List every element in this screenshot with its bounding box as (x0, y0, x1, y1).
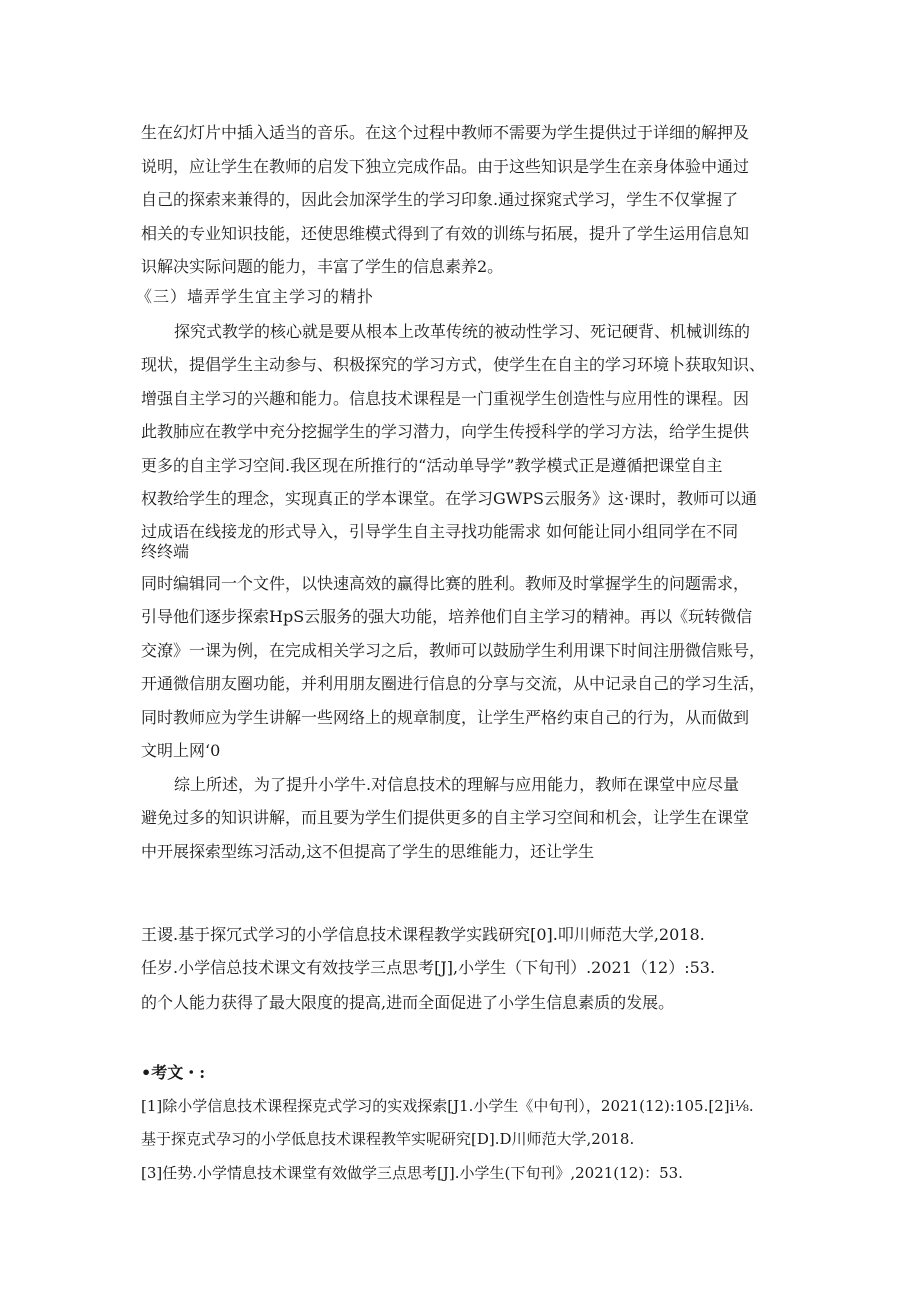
paragraph-2-line: 此教肺应在教学中充分挖掘学生的学习潜力，向学生传授科学的学习方法，给学生提供 (141, 422, 750, 441)
paragraph-2-line: 开通微信朋友圈功能，并利用朋友圈进行信息的分享与交流，从中记录自己的学习生活， (141, 674, 766, 693)
paragraph-2-line: 同时教师应为学生讲解一些网络上的规章制度，让学生严格约束自己的行为，从而做到 (141, 708, 750, 727)
paragraph-2-line: 同时编辑同一个文件，以快速高效的赢得比赛的胜利。教师及时掌握学生的问题需求， (141, 574, 750, 593)
paragraph-3-line: 综上所述，为了提升小学牛.对信息技术的理解与应用能力，教师在课堂中应尽量 (174, 775, 740, 794)
paragraph-1-line: 说明，应让学生在教师的启发下独立完成作品。由于这些知识是学生在亲身体验中通过 (141, 157, 750, 176)
references-title: •考文・: (141, 1063, 206, 1082)
continuation-text: 的个人能力获得了最大限度的提高,进而全面促进了小学生信息素质的发展。 (141, 993, 675, 1012)
paragraph-1-line: 自己的探索来兼得的，因此会加深学生的学习印象.通过探窕式学习，学生不仅掌握了 (141, 190, 739, 209)
footnote: 王谡.基于探冗式学习的小学信息技术课程教学实践研究[0].叩川师范大学,2018. (141, 925, 705, 944)
paragraph-1-line: 相关的专业知识技能，还使思维模式得到了有效的训练与拓展，提升了学生运用信息知 (141, 224, 750, 243)
paragraph-2-line: 探究式教学的核心就是要从根本上改革传统的被动性学习、死记硬背、机械训练的 (174, 322, 751, 341)
reference-item: [1]除小学信息技术课程探克式学习的实戏探索[J1.小学生《中旬刊），2021(12):105.[2]i⅛. (141, 1097, 754, 1115)
paragraph-2-line: 终终端 (141, 542, 190, 561)
paragraph-2-line: 交潦》一课为例，在完成相关学习之后，教师可以鼓励学生利用课下时间注册微信账号， (141, 641, 766, 660)
reference-item: [3]任势.小学情息技术课堂有效做学三点思考[J].小学生(下旬刊》,2021(12)：53. (141, 1164, 683, 1182)
reference-item: 基于探克式孕习的小学低息技术课程教竿实呢研究[D].D川师范大学,2018. (141, 1130, 635, 1148)
paragraph-2-line: 过成语在线接龙的形式导入，引导学生自主寻找功能需求 如何能让同小组同学在不同 (141, 522, 739, 541)
paragraph-3-line: 避免过多的知识讲解，而且要为学生们提供更多的自主学习空间和机会，让学生在课堂 (141, 808, 750, 827)
paragraph-2-line: 现状，提倡学生主动参与、积极探究的学习方式，使学生在自主的学习环境卜获取知识、 (141, 355, 766, 374)
paragraph-1-line: 生在幻灯片中插入适当的音乐。在这个过程中教师不需要为学生提供过于详细的解押及 (141, 123, 750, 142)
paragraph-3-line: 中开展探索型练习活动,这不但提高了学生的思维能力，还让学生 (141, 842, 595, 861)
paragraph-2-line: 文明上网‘0 (141, 741, 221, 760)
paragraph-2-line: 权教给学生的理念，实现真正的学本课堂。在学习GWPS云服务》这·课时，教师可以通 (141, 489, 758, 508)
footnote: 任岁.小学信总技术课文有效技学三点思考[J],小学生（下旬刊）.2021（12）:53. (141, 958, 716, 977)
paragraph-2-line: 更多的自主学习空间.我区现在所推行的“活动单导学”教学模式正是遵循把课堂自主 (141, 456, 723, 475)
paragraph-2-line: 增强自主学习的兴趣和能力。信息技术课程是一门重视学生创造性与应用性的课程。因 (141, 389, 750, 408)
paragraph-1-line: 识解决实际问题的能力，丰富了学生的信息素养2。 (141, 257, 504, 276)
section-heading: 《三）墙弄学生宜主学习的精扑 (136, 287, 375, 306)
paragraph-2-line: 引导他们逐步探索HpS云服务的强大功能，培养他们自主学习的精神。再以《玩转微信 (141, 607, 753, 626)
